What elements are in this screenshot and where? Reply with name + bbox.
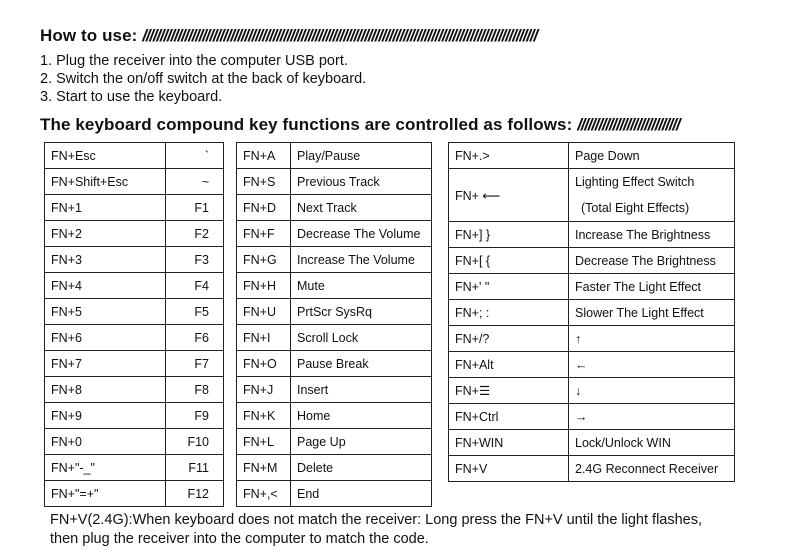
table-row <box>449 430 735 456</box>
key-combo: FN+/? <box>449 326 569 352</box>
reconnect-note <box>50 511 702 549</box>
table-row <box>237 403 432 429</box>
key-combo: FN+Shift+Esc <box>45 169 166 195</box>
key-function: F2 <box>166 221 224 247</box>
key-combo: FN+6 <box>45 325 166 351</box>
table-row <box>45 377 224 403</box>
key-combo: FN+S <box>237 169 291 195</box>
key-combo: FN+2 <box>45 221 166 247</box>
lighting-keys-table <box>448 142 735 482</box>
key-function: F6 <box>166 325 224 351</box>
key-function: ← <box>569 352 735 378</box>
key-function: F1 <box>166 195 224 221</box>
compound-keys-heading <box>40 115 679 135</box>
table-row <box>449 143 735 169</box>
note-line-1: FN+V(2.4G):When keyboard does not match the receiver: Long press the FN+V until the light flashes, <box>50 512 703 528</box>
key-function: Home <box>291 403 432 429</box>
key-function: F4 <box>166 273 224 299</box>
table-row <box>449 352 735 378</box>
table-row <box>449 300 735 326</box>
key-function: Lock/Unlock WIN <box>569 430 735 456</box>
key-combo: FN+F <box>237 221 291 247</box>
table-row <box>45 429 224 455</box>
table-row <box>45 169 224 195</box>
table-row <box>45 481 224 507</box>
key-combo: FN+9 <box>45 403 166 429</box>
key-combo: FN+M <box>237 455 291 481</box>
key-combo: FN+.> <box>449 143 569 169</box>
key-function: Page Up <box>291 429 432 455</box>
table-row <box>449 248 735 274</box>
key-function: Pause Break <box>291 351 432 377</box>
table-row <box>449 404 735 430</box>
key-combo: FN+V <box>449 456 569 482</box>
how-to-use-heading <box>40 26 537 46</box>
key-combo: FN+"-_" <box>45 455 166 481</box>
key-combo: FN+J <box>237 377 291 403</box>
key-combo: FN+K <box>237 403 291 429</box>
step-3: 3. Start to use the keyboard. <box>40 89 223 105</box>
key-combo: FN+5 <box>45 299 166 325</box>
key-combo: FN+G <box>237 247 291 273</box>
key-function: 2.4G Reconnect Receiver <box>569 456 735 482</box>
key-combo: FN+Esc <box>45 143 166 169</box>
table-row <box>45 351 224 377</box>
table-row <box>449 456 735 482</box>
table-row <box>237 455 432 481</box>
key-function: F12 <box>166 481 224 507</box>
key-function: Increase The Volume <box>291 247 432 273</box>
table-row <box>237 195 432 221</box>
key-combo: FN+[ { <box>449 248 569 274</box>
key-function: Delete <box>291 455 432 481</box>
heading-slashes: ///////////////////////////// <box>577 115 680 134</box>
key-combo: FN+ ⟵ <box>449 169 569 222</box>
table-row <box>237 429 432 455</box>
table-row <box>237 351 432 377</box>
key-combo: FN+; : <box>449 300 569 326</box>
table-row <box>449 326 735 352</box>
table-row <box>237 377 432 403</box>
table-row <box>45 221 224 247</box>
key-combo: FN+] } <box>449 222 569 248</box>
key-combo: FN+,< <box>237 481 291 507</box>
key-combo: FN+Ctrl <box>449 404 569 430</box>
key-combo: FN+☰ <box>449 378 569 404</box>
key-combo: FN+O <box>237 351 291 377</box>
key-function <box>569 169 735 222</box>
table-row <box>45 273 224 299</box>
media-keys-table <box>236 142 432 507</box>
table-row <box>237 481 432 507</box>
key-function: ↓ <box>569 378 735 404</box>
key-combo: FN+U <box>237 299 291 325</box>
lighting-effect-switch-label: Lighting Effect Switch <box>575 175 695 189</box>
table-row <box>449 222 735 248</box>
table-row <box>237 169 432 195</box>
key-function: Mute <box>291 273 432 299</box>
key-function: F9 <box>166 403 224 429</box>
table-row <box>237 273 432 299</box>
table-row <box>237 143 432 169</box>
key-combo: FN+A <box>237 143 291 169</box>
table-row <box>45 195 224 221</box>
step-2: 2. Switch the on/off switch at the back of keyboard. <box>40 71 367 87</box>
key-combo: FN+Alt <box>449 352 569 378</box>
table-row <box>45 325 224 351</box>
key-function: Scroll Lock <box>291 325 432 351</box>
key-function: → <box>569 404 735 430</box>
key-function: F8 <box>166 377 224 403</box>
key-combo: FN+D <box>237 195 291 221</box>
key-combo: FN+H <box>237 273 291 299</box>
key-combo: FN+3 <box>45 247 166 273</box>
note-line-2: then plug the receiver into the computer to match the code. <box>50 531 429 547</box>
step-1: 1. Plug the receiver into the computer USB port. <box>40 53 348 69</box>
table-row <box>45 455 224 481</box>
how-to-use-title: How to use: <box>40 26 138 45</box>
key-combo: FN+L <box>237 429 291 455</box>
compound-keys-title: The keyboard compound key functions are controlled as follows: <box>40 115 573 134</box>
key-function: Previous Track <box>291 169 432 195</box>
key-combo: FN+' " <box>449 274 569 300</box>
table-row <box>45 403 224 429</box>
key-function: F11 <box>166 455 224 481</box>
key-combo: FN+"=+" <box>45 481 166 507</box>
key-function: Faster The Light Effect <box>569 274 735 300</box>
table-row <box>237 247 432 273</box>
key-function: Increase The Brightness <box>569 222 735 248</box>
key-function: F7 <box>166 351 224 377</box>
key-function: Insert <box>291 377 432 403</box>
table-row <box>237 221 432 247</box>
key-function: Slower The Light Effect <box>569 300 735 326</box>
key-function: ↑ <box>569 326 735 352</box>
table-row <box>45 299 224 325</box>
total-effects-label: (Total Eight Effects) <box>581 201 690 215</box>
key-function: ` <box>166 143 224 169</box>
key-combo: FN+WIN <box>449 430 569 456</box>
key-combo: FN+8 <box>45 377 166 403</box>
key-function: Page Down <box>569 143 735 169</box>
key-function: F3 <box>166 247 224 273</box>
key-combo: FN+0 <box>45 429 166 455</box>
key-function: Decrease The Volume <box>291 221 432 247</box>
table-row <box>237 299 432 325</box>
usage-steps <box>40 52 366 106</box>
table-row <box>449 274 735 300</box>
key-combo: FN+I <box>237 325 291 351</box>
key-function: PrtScr SysRq <box>291 299 432 325</box>
key-function: ~ <box>166 169 224 195</box>
table-row <box>45 247 224 273</box>
key-combo: FN+7 <box>45 351 166 377</box>
table-row <box>45 143 224 169</box>
key-function: Decrease The Brightness <box>569 248 735 274</box>
key-function: F10 <box>166 429 224 455</box>
key-function: End <box>291 481 432 507</box>
heading-slashes: //////////////////////////////////////////////////////////////////////////////////////////////////////////////// <box>142 26 537 45</box>
key-combo: FN+4 <box>45 273 166 299</box>
function-keys-table <box>44 142 224 507</box>
key-function: Next Track <box>291 195 432 221</box>
table-row <box>449 378 735 404</box>
key-combo: FN+1 <box>45 195 166 221</box>
key-function: F5 <box>166 299 224 325</box>
table-row <box>237 325 432 351</box>
key-function: Play/Pause <box>291 143 432 169</box>
